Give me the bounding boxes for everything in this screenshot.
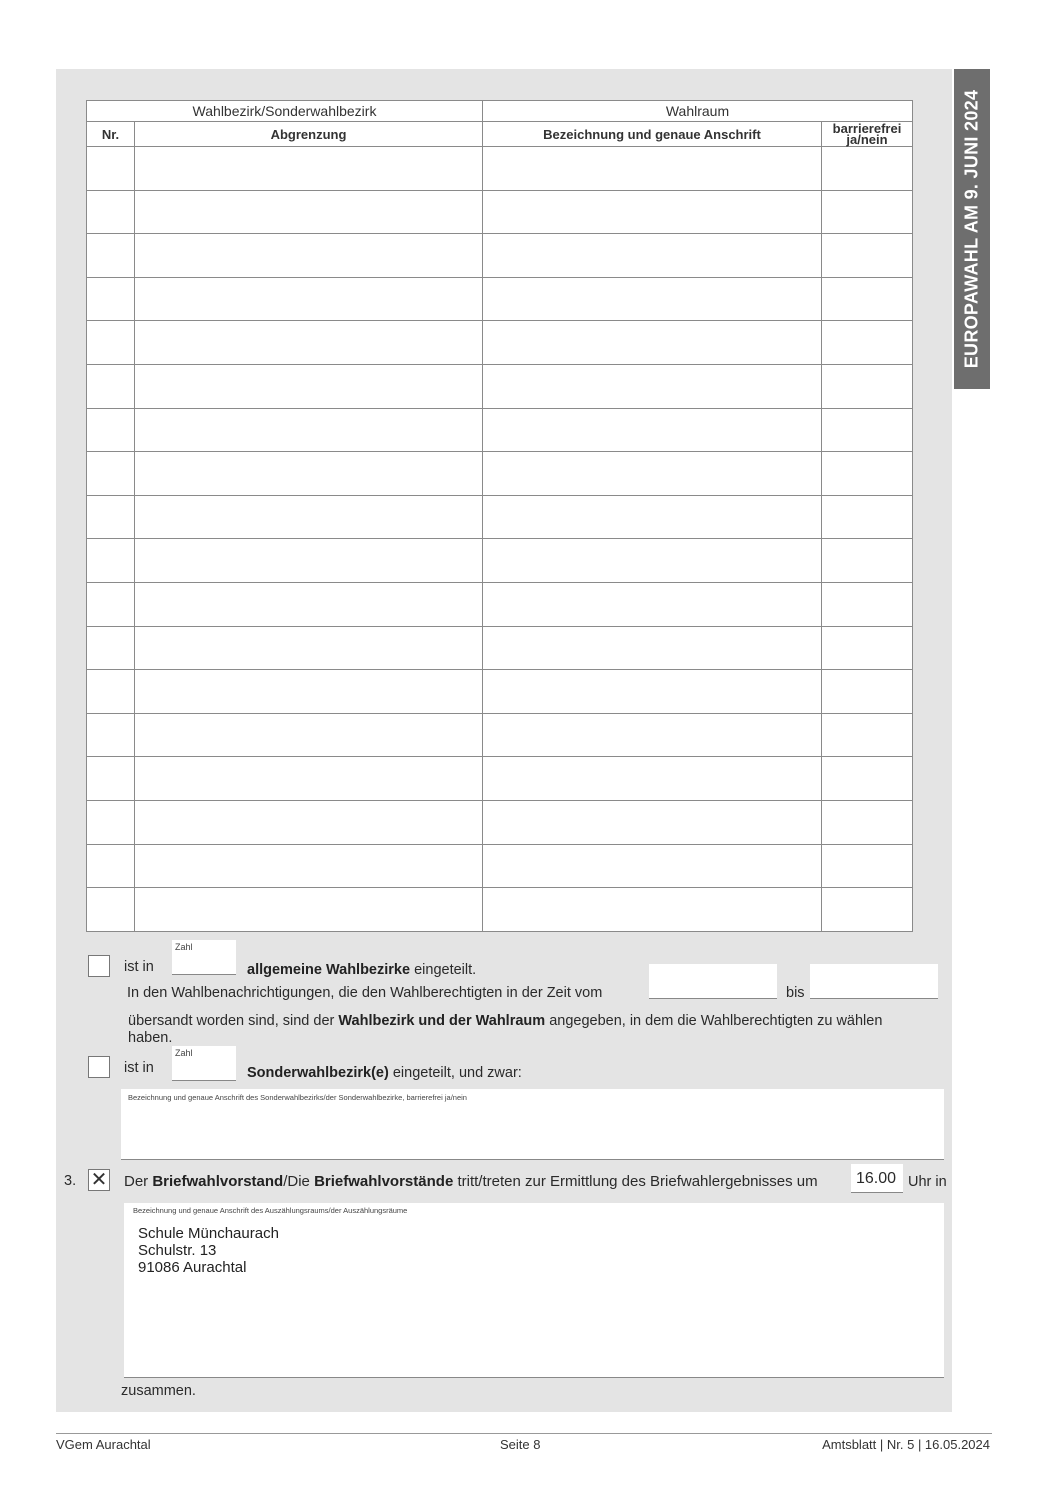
- table-row: [87, 234, 913, 278]
- table-row: [87, 277, 913, 321]
- table-row: [87, 364, 913, 408]
- s1-ist-in: ist in: [124, 959, 154, 975]
- table-row: [87, 408, 913, 452]
- s2-zahl-underline: [172, 1080, 236, 1081]
- s2-bold: Sonderwahlbezirk(e): [247, 1065, 389, 1081]
- cell-abgrenzung[interactable]: [135, 670, 483, 714]
- cell-nr[interactable]: [87, 757, 135, 801]
- date-to-field[interactable]: [810, 964, 938, 998]
- address-line-2: Schulstr. 13: [138, 1242, 217, 1259]
- s3-box-underline: [124, 1377, 944, 1378]
- table-row: [87, 495, 913, 539]
- cell-nr[interactable]: [87, 495, 135, 539]
- cell-abgrenzung[interactable]: [135, 713, 483, 757]
- table-row: [87, 321, 913, 365]
- cell-abgrenzung[interactable]: [135, 321, 483, 365]
- time-underline: [851, 1192, 903, 1193]
- cell-bezeichnung[interactable]: [483, 626, 822, 670]
- time-value: 16.00: [856, 1170, 897, 1187]
- cell-barrierefrei[interactable]: [822, 888, 913, 932]
- table-row: [87, 626, 913, 670]
- cell-abgrenzung[interactable]: [135, 190, 483, 234]
- cell-barrierefrei[interactable]: [822, 321, 913, 365]
- s2-text: [247, 1065, 522, 1081]
- address-line-3: 91086 Aurachtal: [138, 1259, 247, 1276]
- s1-line2: In den Wahlbenachrichtigungen, die den Wahlberechtigten in der Zeit vom: [127, 985, 603, 1001]
- table-row: [87, 888, 913, 932]
- table-row: [87, 713, 913, 757]
- s1-line3-post: angegeben, in dem die Wahlberechtigten zu wählen: [549, 1013, 883, 1029]
- cell-abgrenzung[interactable]: [135, 539, 483, 583]
- table-body: [87, 147, 913, 932]
- header-wahlraum: Wahlraum: [483, 101, 913, 122]
- cell-nr[interactable]: [87, 582, 135, 626]
- cell-barrierefrei[interactable]: [822, 670, 913, 714]
- header-barrierefrei-line2: ja/nein: [846, 132, 888, 147]
- table-row: [87, 190, 913, 234]
- cell-nr[interactable]: [87, 277, 135, 321]
- s3-box-label: Bezeichnung und genaue Anschrift des Auszählungsraums/der Auszählungsräume: [133, 1206, 408, 1215]
- cell-barrierefrei[interactable]: [822, 582, 913, 626]
- cell-bezeichnung[interactable]: [483, 234, 822, 278]
- cell-bezeichnung[interactable]: [483, 670, 822, 714]
- cell-nr[interactable]: [87, 539, 135, 583]
- cell-bezeichnung[interactable]: [483, 844, 822, 888]
- cell-barrierefrei[interactable]: [822, 364, 913, 408]
- cell-barrierefrei[interactable]: [822, 234, 913, 278]
- s1-line3-bold: Wahlbezirk und der Wahlraum: [338, 1013, 546, 1029]
- cell-barrierefrei[interactable]: [822, 844, 913, 888]
- cell-bezeichnung[interactable]: [483, 147, 822, 191]
- s2-zahl-label: Zahl: [175, 1048, 193, 1058]
- cell-abgrenzung[interactable]: [135, 408, 483, 452]
- cell-abgrenzung[interactable]: [135, 582, 483, 626]
- wahlbezirk-table: [86, 100, 913, 932]
- s1-bis: bis: [786, 985, 805, 1001]
- s3-text: [124, 1173, 818, 1190]
- cell-bezeichnung[interactable]: [483, 321, 822, 365]
- s1-after: eingeteilt.: [414, 962, 477, 978]
- s3-die: /Die: [283, 1173, 310, 1190]
- cell-bezeichnung[interactable]: [483, 364, 822, 408]
- cell-abgrenzung[interactable]: [135, 452, 483, 496]
- s1-line3: [128, 1013, 882, 1029]
- footer-left: VGem Aurachtal: [56, 1437, 151, 1452]
- cell-nr[interactable]: [87, 800, 135, 844]
- cell-barrierefrei[interactable]: [822, 495, 913, 539]
- cell-bezeichnung[interactable]: [483, 539, 822, 583]
- table-row: [87, 844, 913, 888]
- header-abgrenzung: Abgrenzung: [135, 122, 483, 147]
- s3-bold1: Briefwahlvorstand: [152, 1173, 284, 1190]
- cell-nr[interactable]: [87, 364, 135, 408]
- s3-rest: tritt/treten zur Ermittlung des Briefwahlergebnisses um: [457, 1173, 818, 1190]
- footer-right: Amtsblatt | Nr. 5 | 16.05.2024: [822, 1437, 990, 1452]
- table-row: [87, 452, 913, 496]
- sonderwahlbezirk-checkbox[interactable]: [88, 1056, 110, 1078]
- table-row: [87, 670, 913, 714]
- cell-nr[interactable]: [87, 844, 135, 888]
- cell-abgrenzung[interactable]: [135, 147, 483, 191]
- cell-abgrenzung[interactable]: [135, 800, 483, 844]
- cell-nr[interactable]: [87, 713, 135, 757]
- s1-line4: haben.: [128, 1030, 173, 1046]
- footer-center: Seite 8: [500, 1437, 541, 1452]
- cell-nr[interactable]: [87, 147, 135, 191]
- table-row: [87, 582, 913, 626]
- s1-zahl-label: Zahl: [175, 942, 193, 952]
- s1-zahl-underline: [172, 974, 236, 975]
- cell-abgrenzung[interactable]: [135, 234, 483, 278]
- cell-barrierefrei[interactable]: [822, 713, 913, 757]
- cell-abgrenzung[interactable]: [135, 844, 483, 888]
- cell-nr[interactable]: [87, 452, 135, 496]
- cell-abgrenzung[interactable]: [135, 277, 483, 321]
- cell-barrierefrei[interactable]: [822, 408, 913, 452]
- cell-bezeichnung[interactable]: [483, 713, 822, 757]
- side-banner-text: EUROPAWAHL AM 9. JUNI 2024: [961, 89, 982, 369]
- header-wahlbezirk: Wahlbezirk/Sonderwahlbezirk: [87, 101, 483, 122]
- table-row: [87, 757, 913, 801]
- date-to-underline: [810, 998, 938, 999]
- cell-abgrenzung[interactable]: [135, 626, 483, 670]
- address-line-1: Schule Münchaurach: [138, 1225, 279, 1242]
- cell-barrierefrei[interactable]: [822, 626, 913, 670]
- s2-ist-in: ist in: [124, 1060, 154, 1076]
- cell-barrierefrei[interactable]: [822, 277, 913, 321]
- table-row: [87, 539, 913, 583]
- cell-bezeichnung[interactable]: [483, 408, 822, 452]
- s3-uhr-in: Uhr in: [908, 1174, 947, 1190]
- s1-bold: allgemeine Wahlbezirke: [247, 962, 411, 978]
- auszaehlungsraum-address: [138, 1225, 279, 1276]
- cell-nr[interactable]: [87, 190, 135, 234]
- cell-abgrenzung[interactable]: [135, 888, 483, 932]
- s2-box-label: Bezeichnung und genaue Anschrift des Sonderwahlbezirks/der Sonderwahlbezirke, barrierefrei ja/nein: [128, 1093, 467, 1102]
- cell-bezeichnung[interactable]: [483, 800, 822, 844]
- s2-after: eingeteilt, und zwar:: [392, 1065, 522, 1081]
- cell-abgrenzung[interactable]: [135, 495, 483, 539]
- date-from-field[interactable]: [649, 964, 777, 998]
- s1-text: [247, 962, 476, 978]
- cell-barrierefrei[interactable]: [822, 539, 913, 583]
- cell-bezeichnung[interactable]: [483, 452, 822, 496]
- side-banner: [954, 69, 990, 389]
- cell-nr[interactable]: [87, 626, 135, 670]
- s3-zusammen: zusammen.: [121, 1383, 196, 1399]
- cell-barrierefrei[interactable]: [822, 190, 913, 234]
- cell-nr[interactable]: [87, 234, 135, 278]
- briefwahl-checkbox[interactable]: ✕: [88, 1169, 110, 1191]
- cell-nr[interactable]: [87, 888, 135, 932]
- s3-number: 3.: [64, 1173, 77, 1189]
- cell-barrierefrei[interactable]: [822, 452, 913, 496]
- footer-rule: [56, 1433, 992, 1434]
- s3-bold2: Briefwahlvorstände: [314, 1173, 454, 1190]
- allgemeine-checkbox[interactable]: [88, 955, 110, 977]
- table-row: [87, 800, 913, 844]
- header-nr: Nr.: [87, 122, 135, 147]
- cell-abgrenzung[interactable]: [135, 364, 483, 408]
- header-bezeichnung: Bezeichnung und genaue Anschrift: [483, 122, 822, 147]
- cell-bezeichnung[interactable]: [483, 277, 822, 321]
- cell-bezeichnung[interactable]: [483, 888, 822, 932]
- header-barrierefrei-line1: barrierefrei: [832, 121, 902, 136]
- s1-line3-pre: übersandt worden sind, sind der: [128, 1013, 335, 1029]
- s3-der: Der: [124, 1173, 149, 1190]
- cell-barrierefrei[interactable]: [822, 757, 913, 801]
- cell-bezeichnung[interactable]: [483, 582, 822, 626]
- table-row: [87, 147, 913, 191]
- cell-barrierefrei[interactable]: [822, 800, 913, 844]
- cell-bezeichnung[interactable]: [483, 757, 822, 801]
- cell-bezeichnung[interactable]: [483, 190, 822, 234]
- cell-barrierefrei[interactable]: [822, 147, 913, 191]
- cell-nr[interactable]: [87, 408, 135, 452]
- cell-nr[interactable]: [87, 670, 135, 714]
- cell-nr[interactable]: [87, 321, 135, 365]
- cell-bezeichnung[interactable]: [483, 495, 822, 539]
- header-barrierefrei: [822, 122, 913, 147]
- cell-abgrenzung[interactable]: [135, 757, 483, 801]
- s2-box-underline: [121, 1159, 944, 1160]
- date-from-underline: [649, 998, 777, 999]
